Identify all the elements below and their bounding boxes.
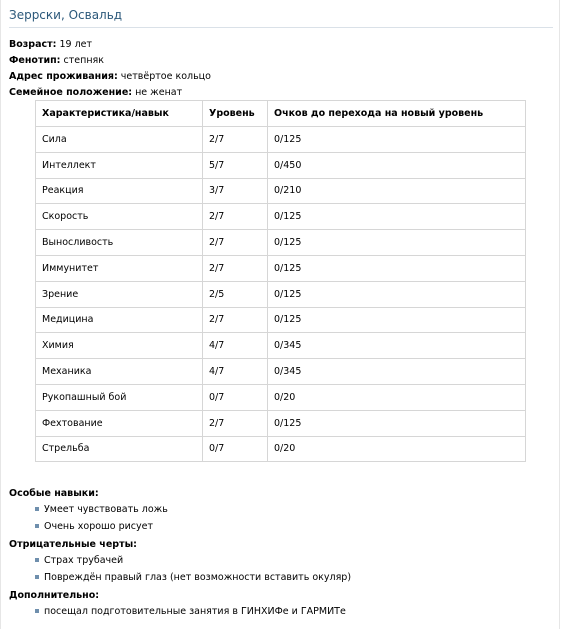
row-level: 3/7: [203, 178, 268, 204]
negative-traits-heading: Отрицательные черты:: [9, 539, 137, 550]
table-row: [36, 255, 526, 281]
row-skill: Рукопашный бой: [36, 384, 203, 410]
special-skills-heading: Особые навыки:: [9, 488, 99, 499]
bullet-icon: [35, 507, 39, 511]
row-points: 0/450: [268, 152, 526, 178]
table-row: [36, 436, 526, 462]
title-divider: [9, 27, 553, 28]
header-characteristic: Характеристика/навык: [36, 101, 203, 127]
row-level: 2/7: [203, 410, 268, 436]
row-level: 2/7: [203, 255, 268, 281]
row-skill: Реакция: [36, 178, 203, 204]
bullet-icon: [35, 575, 39, 579]
special-skills-list: [35, 501, 168, 535]
info-age-value: 19 лет: [59, 39, 93, 50]
row-skill: Интеллект: [36, 152, 203, 178]
info-phenotype-value: степняк: [63, 55, 104, 66]
row-points: 0/20: [268, 436, 526, 462]
table-row: [36, 359, 526, 385]
row-level: 4/7: [203, 359, 268, 385]
row-level: 2/7: [203, 204, 268, 230]
table-row: [36, 333, 526, 359]
row-skill: Медицина: [36, 307, 203, 333]
table-row: [36, 178, 526, 204]
row-points: 0/345: [268, 333, 526, 359]
row-skill: Иммунитет: [36, 255, 203, 281]
page-title: Зеррски, Освальд: [9, 8, 123, 22]
table-row: [36, 410, 526, 436]
list-item: [35, 501, 168, 518]
row-points: 0/125: [268, 127, 526, 153]
row-points: 0/125: [268, 204, 526, 230]
row-skill: Сила: [36, 127, 203, 153]
list-item-text: Страх трубачей: [44, 555, 124, 566]
list-item: [35, 552, 351, 569]
row-points: 0/345: [268, 359, 526, 385]
stats-table: [35, 100, 526, 462]
table-row: [36, 127, 526, 153]
table-row: [36, 307, 526, 333]
row-points: 0/125: [268, 281, 526, 307]
list-item-text: Повреждён правый глаз (нет возможности вставить окуляр): [44, 572, 352, 583]
row-level: 2/7: [203, 307, 268, 333]
info-age: [9, 38, 92, 51]
row-skill: Механика: [36, 359, 203, 385]
list-item: [35, 603, 346, 620]
frame-left-border: [0, 0, 1, 629]
bullet-icon: [35, 609, 39, 613]
info-marital-label: Семейное положение:: [9, 87, 133, 98]
header-level: Уровень: [203, 101, 268, 127]
table-row: [36, 281, 526, 307]
info-marital: [9, 86, 182, 99]
row-level: 0/7: [203, 384, 268, 410]
bullet-icon: [35, 524, 39, 528]
info-marital-value: не женат: [135, 87, 183, 98]
row-points: 0/20: [268, 384, 526, 410]
row-level: 2/7: [203, 127, 268, 153]
row-skill: Химия: [36, 333, 203, 359]
header-points: Очков до перехода на новый уровень: [268, 101, 526, 127]
row-skill: Фехтование: [36, 410, 203, 436]
list-item-text: Умеет чувствовать ложь: [44, 504, 168, 515]
list-item-text: посещал подготовительные занятия в ГИНХИФе и ГАРМИТе: [44, 606, 346, 617]
row-skill: Стрельба: [36, 436, 203, 462]
row-level: 2/7: [203, 230, 268, 256]
row-points: 0/125: [268, 230, 526, 256]
negative-traits-list: [35, 552, 351, 586]
row-points: 0/125: [268, 255, 526, 281]
row-points: 0/125: [268, 307, 526, 333]
info-address: [9, 70, 211, 83]
row-skill: Выносливость: [36, 230, 203, 256]
row-points: 0/210: [268, 178, 526, 204]
table-header-row: [36, 101, 526, 127]
extra-heading: Дополнительно:: [9, 590, 100, 601]
row-level: 4/7: [203, 333, 268, 359]
table-row: [36, 204, 526, 230]
row-level: 2/5: [203, 281, 268, 307]
row-level: 0/7: [203, 436, 268, 462]
table-row: [36, 384, 526, 410]
row-level: 5/7: [203, 152, 268, 178]
table-row: [36, 152, 526, 178]
info-address-label: Адрес проживания:: [9, 71, 118, 82]
row-skill: Скорость: [36, 204, 203, 230]
list-item: [35, 569, 351, 586]
row-skill: Зрение: [36, 281, 203, 307]
row-points: 0/125: [268, 410, 526, 436]
list-item: [35, 518, 168, 535]
info-phenotype-label: Фенотип:: [9, 55, 61, 66]
table-row: [36, 230, 526, 256]
bullet-icon: [35, 558, 39, 562]
list-item-text: Очень хорошо рисует: [44, 521, 153, 532]
info-age-label: Возраст:: [9, 39, 57, 50]
info-phenotype: [9, 54, 104, 67]
frame-right-border: [559, 0, 560, 629]
extra-list: [35, 603, 346, 620]
info-address-value: четвёртое кольцо: [120, 71, 211, 82]
